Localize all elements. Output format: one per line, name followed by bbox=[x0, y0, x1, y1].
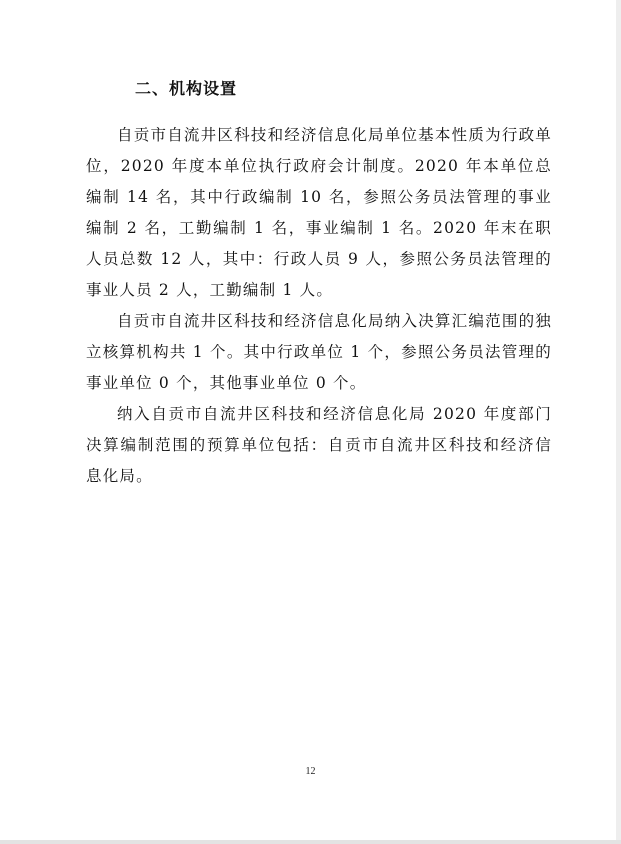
paragraph-organization-overview: 自贡市自流井区科技和经济信息化局单位基本性质为行政单位，2020 年度本单位执行政府会计制度。2020 年本单位总编制 14 名，其中行政编制 10 名，参照公务员法管理的事业编制 2 名，工勤编制 1 名，事业编制 1 名。2020 年末在职人员总数 12 人，其中：行政人员 9 人，参照公务员法管理的事业人员 2 人，工勤编制 1 人。 bbox=[86, 126, 552, 299]
page-edge-shadow bbox=[616, 0, 621, 844]
page-number: 12 bbox=[305, 766, 316, 777]
section-heading: 二、机构设置 bbox=[135, 79, 238, 98]
body-text bbox=[86, 120, 552, 492]
paragraph-budget-units: 纳入自贡市自流井区科技和经济信息化局 2020 年度部门决算编制范围的预算单位包括：自贡市自流井区科技和经济信息化局。 bbox=[86, 405, 552, 485]
paragraph-accounting-units: 自贡市自流井区科技和经济信息化局纳入决算汇编范围的独立核算机构共 1 个。其中行政单位 1 个，参照公务员法管理的事业单位 0 个，其他事业单位 0 个。 bbox=[86, 312, 552, 392]
page-bottom-shadow bbox=[0, 840, 621, 844]
